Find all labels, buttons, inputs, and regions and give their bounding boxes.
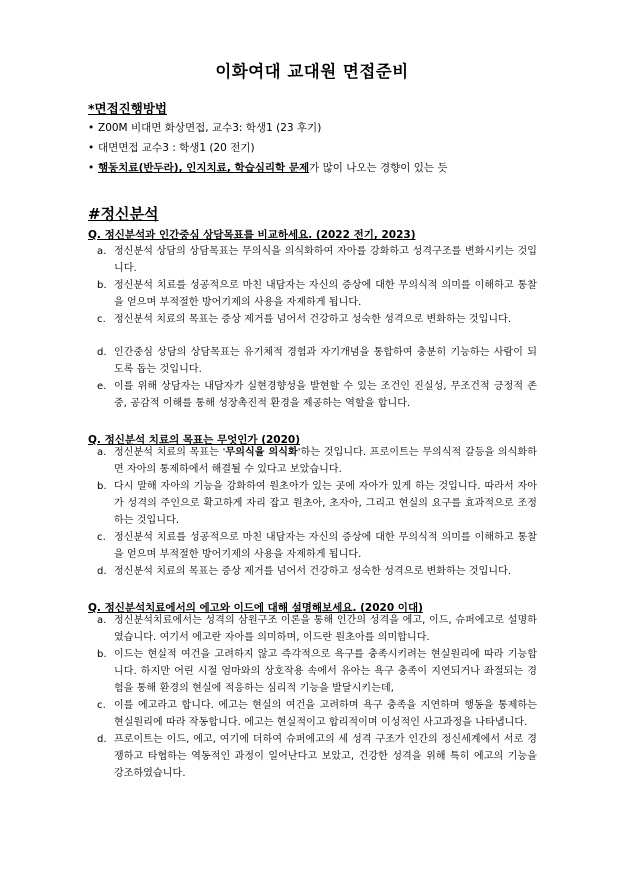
item-letter: b. (97, 280, 107, 291)
answer-item (97, 563, 537, 580)
item-letter: a. (97, 615, 107, 626)
list-item: • Z00M 비대면 화상면접, 교수3: 학생1 (23 후기) (88, 118, 448, 138)
answer-item (97, 243, 537, 277)
item-letter: d. (97, 566, 107, 577)
answer-list (97, 612, 537, 782)
item-text-part: 정신분석 치료의 목표는 ' (114, 447, 226, 458)
answer-list (97, 243, 537, 328)
answer-item (97, 344, 537, 378)
list-item-text: 가 많이 나오는 경향이 있는 듯 (309, 162, 448, 174)
answer-item (97, 529, 537, 563)
page-title: 이화여대 교대원 면접준비 (215, 62, 409, 81)
item-text: 다시 말해 자아의 기능을 강화하여 원초아가 있는 곳에 자아가 있게 하는 것입니다. 따라서 자아가 성격의 주인으로 확고하게 자리 잡고 원초아, 초자아, 그리고 현실의 요구를 효과적으로 조정하는 것입니다. (114, 481, 537, 526)
item-text: 정신분석 치료의 목표는 증상 제거를 넘어서 건강하고 성숙한 성격으로 변화하는 것입니다. (114, 566, 512, 577)
answer-item (97, 444, 537, 478)
answer-item (97, 378, 537, 412)
interview-method-list (88, 118, 448, 178)
interview-method-heading: *면접진행방법 (88, 101, 167, 116)
answer-list (97, 444, 537, 580)
item-letter: d. (97, 347, 107, 358)
answer-item (97, 478, 537, 529)
item-text: 이를 위해 상담자는 내담자가 실현경향성을 발현할 수 있는 조건인 진실성, 무조건적 긍정적 존중, 공감적 이해를 통해 성장촉진적 환경을 제공하는 역할을 합니다. (114, 381, 537, 409)
list-item (88, 158, 448, 178)
item-letter: c. (97, 532, 106, 543)
emphasized-topics: 행동치료(반두라), 인지치료, 학습심리학 문제 (98, 162, 310, 174)
answer-list (97, 344, 537, 412)
answer-item (97, 277, 537, 311)
answer-item (97, 311, 537, 328)
item-text: 프로이트는 이드, 에고, 여기에 더하여 슈퍼에고의 세 성격 구조가 인간의 정신세계에서 서로 경쟁하고 타협하는 역동적인 과정이 일어난다고 보았고, 건강한 성격을 위해 특히 에고의 기능을 강조하였습니다. (114, 734, 537, 779)
question-heading: Q. 정신분석 치료의 목표는 무엇인가 (2020) (88, 434, 301, 446)
emphasized-phrase: 무의식을 의식화 (225, 447, 298, 458)
item-text: 정신분석 상담의 상담목표는 무의식을 의식화하여 자아를 강화하고 성격구조를 변화시키는 것입니다. (114, 246, 537, 274)
question-heading: Q. 정신분석과 인간중심 상담목표를 비교하세요. (2022 전기, 2023) (88, 229, 416, 241)
item-letter: a. (97, 447, 107, 458)
item-text (114, 444, 537, 478)
item-letter: c. (97, 314, 106, 325)
item-text: 이를 에고라고 합니다. 에고는 현실의 여건을 고려하며 욕구 충족을 지연하며 행동을 통제하는 현실원리에 따라 작동합니다. 에고는 현실적이고 합리적이며 이성적인 사고과정을 나타냅니다. (114, 700, 537, 728)
item-text: 정신분석 치료의 목표는 증상 제거를 넘어서 건강하고 성숙한 성격으로 변화하는 것입니다. (114, 314, 512, 325)
item-text: 정신분석 치료를 성공적으로 마친 내담자는 자신의 증상에 대한 무의식적 의미를 이해하고 통찰을 얻으며 부적절한 방어기제의 사용을 자제하게 됩니다. (114, 532, 537, 560)
item-letter: c. (97, 700, 106, 711)
item-text: 정신분석 치료를 성공적으로 마친 내담자는 자신의 증상에 대한 무의식적 의미를 이해하고 통찰을 얻으며 부적절한 방어기제의 사용을 자제하게 됩니다. (114, 280, 537, 308)
answer-item (97, 697, 537, 731)
item-letter: b. (97, 481, 107, 492)
item-text: 이드는 현실적 여건을 고려하지 않고 즉각적으로 욕구를 충족시키려는 현실원리에 따라 기능합니다. 하지만 어린 시절 엄마와의 상호작용 속에서 유아는 욕구 충족이 지연되거나 좌절되는 경험을 통해 환경의 현실에 적응하는 심리적 기능을 발달시키는데, (114, 649, 537, 694)
answer-item (97, 731, 537, 782)
section-heading: #정신분석 (88, 205, 159, 223)
item-letter: d. (97, 734, 107, 745)
answer-item (97, 646, 537, 697)
item-letter: b. (97, 649, 107, 660)
item-text-part: '하는 것입니다. 프로이트는 무의식적 갈등을 의식화하면 자아의 통제하에서 해결될 수 있다고 보았습니다. (114, 447, 537, 475)
item-letter: e. (97, 381, 107, 392)
item-text: 정신분석치료에서는 성격의 삼원구조 이론을 통해 인간의 성격을 에고, 이드, 슈퍼에고로 설명하였습니다. 여기서 에고란 자아를 의미하며, 이드란 원초아를 의미합니다. (114, 615, 537, 643)
item-text: 인간중심 상담의 상담목표는 유기체적 경험과 자기개념을 통합하여 충분히 기능하는 사람이 되도록 돕는 것입니다. (114, 347, 537, 375)
question-heading: Q. 정신분석치료에서의 에고와 이드에 대해 설명해보세요. (2020 이대) (88, 602, 423, 614)
item-letter: a. (97, 246, 107, 257)
answer-item (97, 612, 537, 646)
list-item: • 대면면접 교수3 : 학생1 (20 전기) (88, 138, 448, 158)
